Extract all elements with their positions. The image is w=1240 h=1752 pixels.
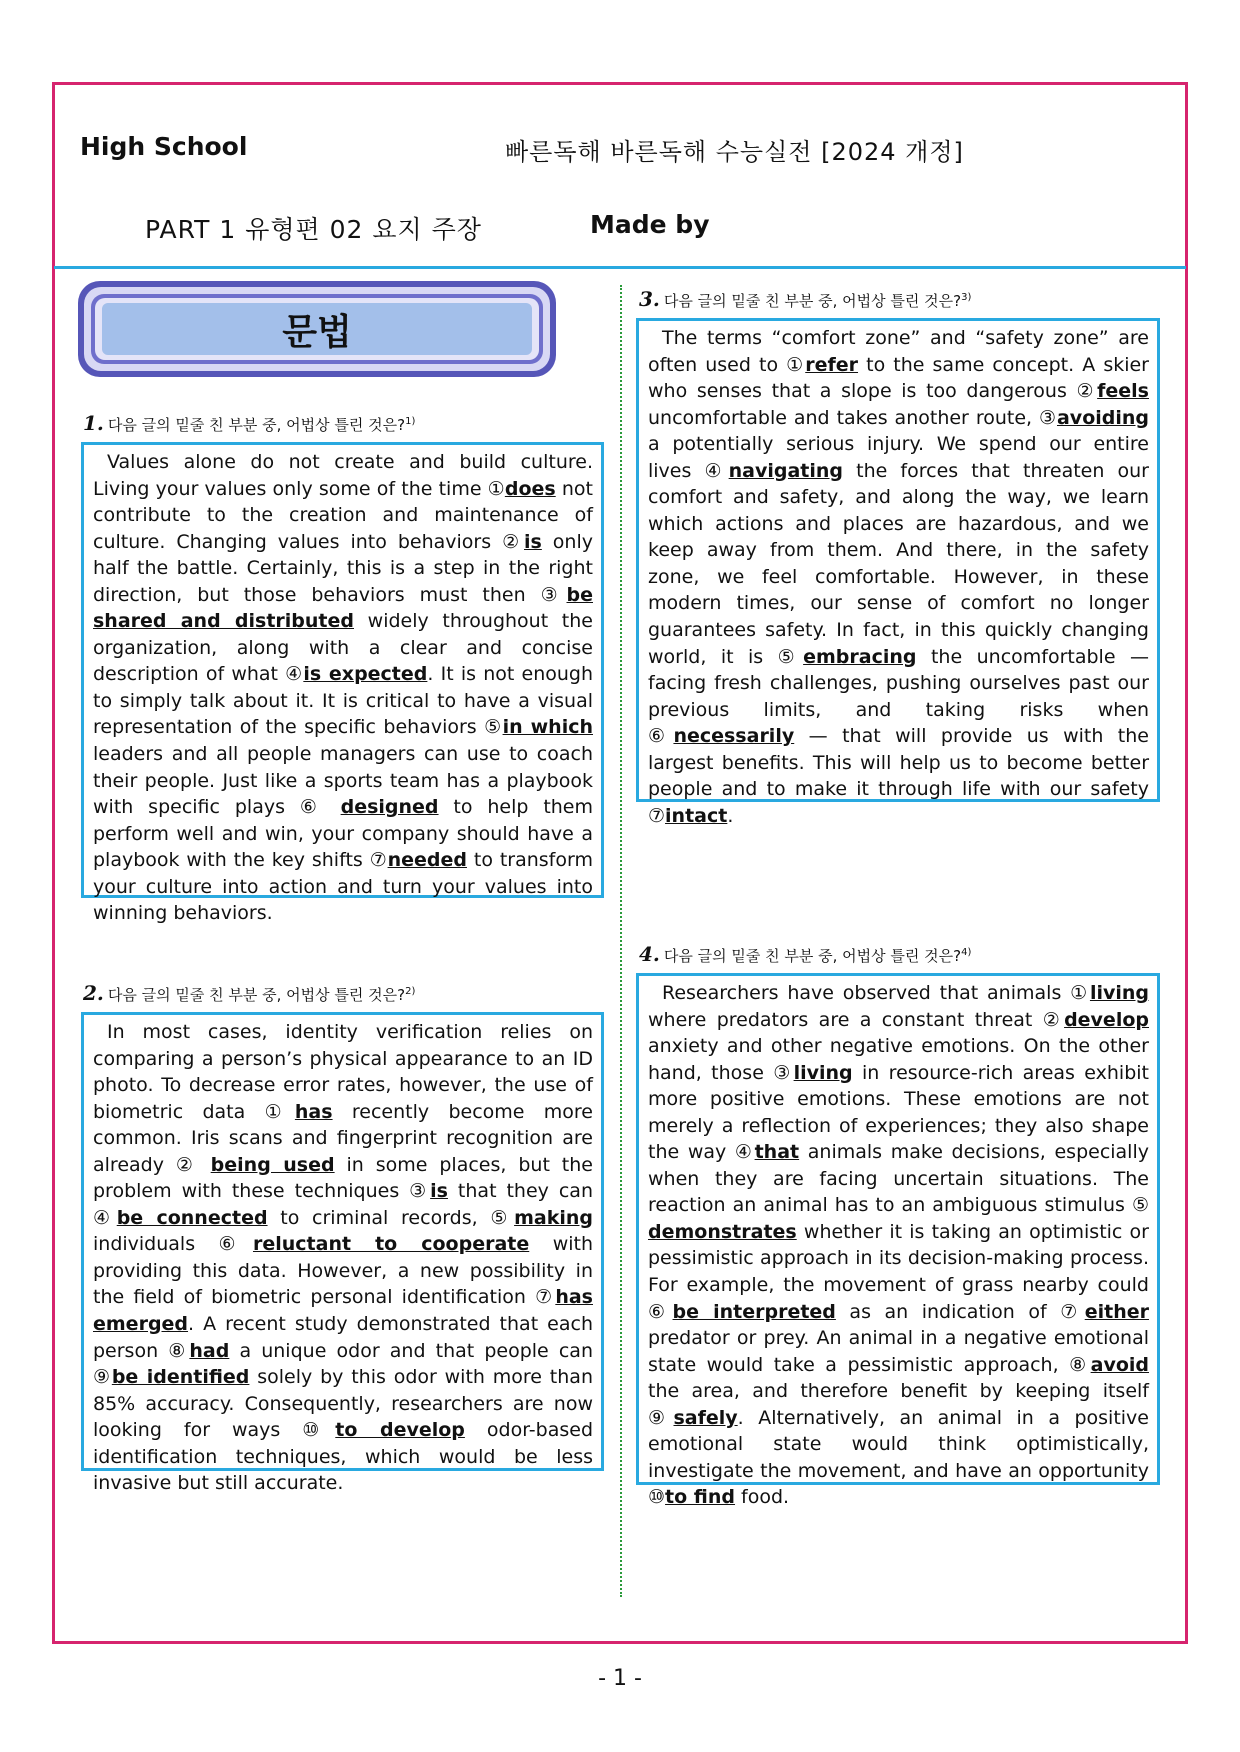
passage-segment: Values alone do not create and build culture. Living your values only some of the time ① — [93, 451, 593, 500]
underlined-choice: being used — [210, 1153, 335, 1176]
passage-text — [648, 980, 1149, 1511]
question-passage-box — [81, 1012, 604, 1495]
underlined-choice: in which — [502, 716, 593, 739]
underlined-choice: navigating — [728, 459, 844, 482]
passage-segment: odor-based identification techniques, which would be less invasive but still accurate. — [93, 1419, 594, 1495]
question-prompt: 다음 글의 밑줄 친 부분 중, 어법상 틀린 것은? — [663, 947, 962, 965]
question-prompt: 다음 글의 밑줄 친 부분 중, 어법상 틀린 것은? — [663, 292, 962, 310]
passage-segment: not contribute to the creation and maintenance of culture. Changing values into behaviors ② — [93, 477, 593, 553]
footnote-marker: 1) — [405, 416, 416, 427]
passage-segment: in some places, but the problem with these techniques ③ — [93, 1153, 593, 1203]
passage-segment: anxiety and other negative emotions. On the other hand, those ③ — [648, 1035, 1149, 1084]
passage-segment: whether it is taking an optimistic or pessimistic approach in its decision-making process. For example, the movement of grass nearby could ⑥ — [648, 1220, 1149, 1323]
underlined-choice: avoiding — [1056, 406, 1149, 429]
question-passage-box — [81, 442, 604, 925]
section-banner — [78, 281, 556, 377]
passage-segment: to help them perform well and win, your company should have a playbook with the key shifts ⑦ — [93, 796, 594, 872]
underlined-choice: intact — [665, 804, 728, 827]
question-number: 1. — [83, 411, 104, 435]
passage-segment: only half the battle. Certainly, this is a step in the right direction, but those behaviors must then ③ — [93, 530, 593, 606]
passage-segment: . A recent study demonstrated that each person ⑧ — [93, 1313, 593, 1362]
question-title — [639, 287, 971, 311]
passage-segment: solely by this odor with more than 85% accuracy. Consequently, researchers are now looking for ways ⑩ — [93, 1366, 593, 1442]
underlined-choice: living — [793, 1061, 853, 1084]
question-prompt: 다음 글의 밑줄 친 부분 중, 어법상 틀린 것은? — [107, 416, 406, 434]
underlined-choice: avoid — [1090, 1353, 1149, 1376]
underlined-choice: feels — [1097, 380, 1149, 403]
passage-segment: to the same concept. A skier who senses that a slope is too dangerous ② — [648, 353, 1149, 403]
passage-segment: a potentially serious injury. We spend our entire lives ④ — [648, 433, 1149, 482]
passage-segment: . Alternatively, an animal in a positive emotional state would think optimistically, investigate the movement, and have an opportunity ⑩ — [648, 1406, 1149, 1509]
passage-segment: The terms “comfort zone” and “safety zone” are often used to ① — [648, 327, 1149, 376]
underlined-choice: be interpreted — [672, 1300, 836, 1323]
underlined-choice: has — [294, 1100, 333, 1123]
passage-segment: — that will provide us with the largest benefits. This will help us to become better people and to make it through life with our safety ⑦ — [648, 725, 1149, 827]
section-banner-label: 문법 — [102, 303, 532, 355]
passage-segment: . — [727, 804, 734, 827]
passage-segment: . It is not enough to simply talk about it. It is critical to have a visual representation of the specific behaviors ⑤ — [93, 663, 593, 739]
passage-segment: to transform your culture into action and turn your values into winning behaviors. — [93, 849, 593, 925]
passage-segment: In most cases, identity verification relies on comparing a person’s physical appearance to an ID photo. To decrease error rates, however, the use of biometric data ① — [93, 1021, 593, 1123]
passage-segment: where predators are a constant threat ② — [648, 1008, 1065, 1031]
underlined-choice: necessarily — [673, 725, 795, 748]
column-divider — [620, 285, 622, 1597]
page-number: - 1 - — [598, 1666, 642, 1691]
passage-segment: the area, and therefore benefit by keeping itself ⑨ — [648, 1380, 1149, 1429]
header-rule — [54, 266, 1186, 269]
question-title — [639, 942, 971, 966]
question-number: 3. — [639, 287, 660, 311]
underlined-choice: be identified — [111, 1366, 250, 1389]
underlined-choice: to find — [665, 1486, 736, 1509]
question-passage-box — [636, 318, 1160, 827]
passage-segment: the uncomfortable — facing fresh challenges, pushing ourselves past our previous limits, and taking risks when ⑥ — [648, 645, 1149, 748]
passage-segment: that they can ④ — [93, 1180, 593, 1229]
underlined-choice: safely — [673, 1406, 738, 1429]
question-title — [83, 981, 415, 1005]
passage-segment: the forces that threaten our comfort and safety, and along the way, we learn which actions and places are hazardous, and we keep away from them. And there, in the safety zone, we feel comfortable. However, in these modern times, our sense of comfort no longer guarantees safety. In fact, in this quickly changing world, it is ⑤ — [648, 459, 1149, 668]
passage-segment: a unique odor and that people can ⑨ — [93, 1339, 593, 1389]
underlined-choice: refer — [805, 353, 859, 376]
passage-segment: predator or prey. An animal in a negative emotional state would take a pessimistic approach, ⑧ — [648, 1327, 1149, 1376]
passage-segment: uncomfortable and takes another route, ③ — [648, 406, 1057, 429]
underlined-choice: that — [754, 1141, 800, 1164]
question-number: 4. — [639, 942, 660, 966]
underlined-choice: reluctant to cooperate — [252, 1233, 530, 1256]
passage-segment: with providing this data. However, a new possibility in the field of biometric personal identification ⑦ — [93, 1233, 593, 1309]
underlined-choice: is — [524, 530, 542, 553]
underlined-choice: embracing — [803, 645, 917, 668]
underlined-choice: had — [189, 1339, 230, 1362]
underlined-choice: living — [1089, 982, 1149, 1004]
footnote-marker: 2) — [405, 986, 416, 997]
passage-segment: recently become more common. Iris scans and fingerprint recognition are already ② — [93, 1100, 594, 1176]
passage-text — [93, 1019, 593, 1497]
header-book-title: 빠른독해 바른독해 수능실전 [2024 개정] — [505, 138, 964, 166]
question-number: 2. — [83, 981, 104, 1005]
passage-segment: widely throughout the organization, along with a clear and concise description of what ④ — [93, 610, 593, 686]
underlined-choice: to develop — [335, 1419, 465, 1442]
underlined-choice: does — [504, 477, 556, 500]
passage-segment: to criminal records, ⑤ — [267, 1206, 515, 1229]
passage-segment: Researchers have observed that animals ① — [662, 982, 1090, 1004]
underlined-choice: demonstrates — [648, 1220, 797, 1243]
footnote-marker: 3) — [961, 292, 972, 303]
underlined-choice: is expected — [303, 663, 428, 686]
header-made-by: Made by — [590, 210, 710, 239]
passage-text — [93, 449, 593, 927]
passage-text — [648, 325, 1149, 829]
underlined-choice: either — [1084, 1300, 1149, 1323]
passage-segment: food. — [735, 1486, 790, 1509]
question-passage-box — [636, 973, 1160, 1509]
header-school: High School — [80, 132, 248, 161]
underlined-choice: develop — [1064, 1008, 1149, 1031]
footnote-marker: 4) — [961, 947, 972, 958]
underlined-choice: be connected — [116, 1206, 268, 1229]
passage-segment: individuals ⑥ — [93, 1233, 253, 1256]
underlined-choice: needed — [387, 849, 467, 872]
underlined-choice: designed — [340, 796, 439, 819]
question-prompt: 다음 글의 밑줄 친 부분 중, 어법상 틀린 것은? — [107, 986, 406, 1004]
underlined-choice: making — [514, 1206, 593, 1229]
underlined-choice: has emerged — [93, 1286, 593, 1336]
underlined-choice: is — [430, 1180, 448, 1203]
passage-segment: in resource-rich areas exhibit more positive emotions. These emotions are not merely a reflection of experiences; they also shape the way ④ — [648, 1061, 1149, 1164]
question-title — [83, 411, 415, 435]
header-part-title: PART 1 유형편 02 요지 주장 — [145, 215, 482, 244]
passage-segment: as an indication of ⑦ — [835, 1300, 1085, 1323]
passage-segment: animals make decisions, especially when they are facing uncertain situations. The reaction an animal has to an ambiguous stimulus ⑤ — [648, 1141, 1149, 1217]
underlined-choice: be shared and distributed — [93, 583, 593, 633]
passage-segment: leaders and all people managers can use to coach their people. Just like a sports team has a playbook with specific plays ⑥ — [93, 743, 593, 819]
